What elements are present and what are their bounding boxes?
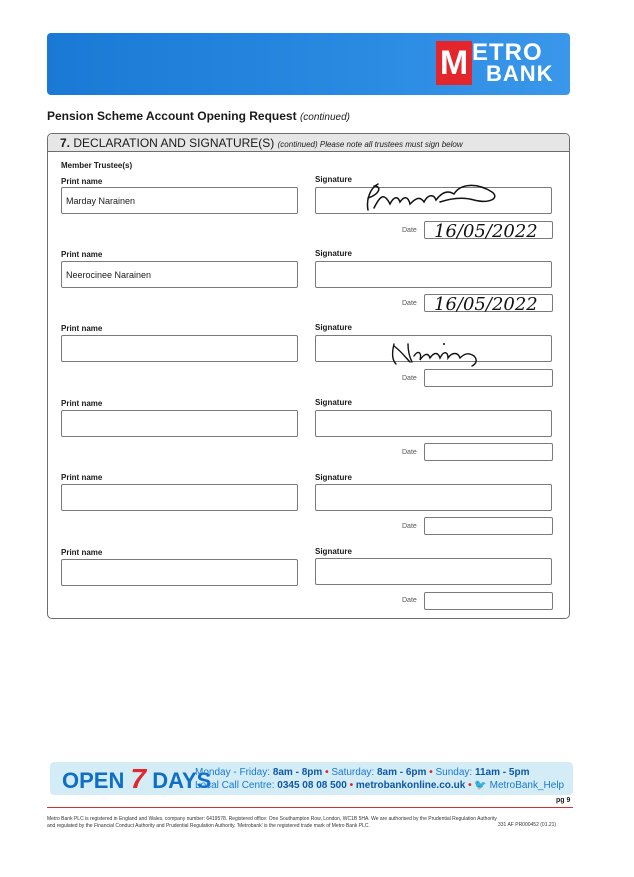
signature-label: Signature bbox=[315, 398, 352, 407]
website-link[interactable]: metrobankonline.co.uk bbox=[355, 780, 466, 791]
date-label: Date bbox=[402, 523, 417, 530]
twitter-icon: 🐦 bbox=[474, 780, 487, 791]
opening-hours-banner bbox=[50, 762, 573, 795]
date-label: Date bbox=[402, 449, 417, 456]
date-field-3[interactable] bbox=[424, 369, 553, 387]
section-title: DECLARATION AND SIGNATURE(S) bbox=[73, 136, 275, 150]
call-centre-label: Local Call Centre: bbox=[195, 780, 275, 791]
date-field-2[interactable] bbox=[424, 294, 553, 312]
print-name-field-2[interactable]: Neerocinee Narainen bbox=[61, 261, 298, 288]
open-word: OPEN bbox=[62, 768, 125, 793]
seven-digit: 7 bbox=[130, 763, 147, 794]
date-text-2: 16/05/2022 bbox=[434, 294, 538, 315]
print-name-field-6[interactable] bbox=[61, 559, 298, 586]
print-name-label: Print name bbox=[61, 324, 103, 333]
date-text-1: 16/05/2022 bbox=[434, 221, 538, 242]
print-name-field-1[interactable]: Marday Narainen bbox=[61, 187, 298, 214]
print-name-field-5[interactable] bbox=[61, 484, 298, 511]
days-word: DAYS bbox=[152, 768, 212, 793]
signature-field-5[interactable] bbox=[315, 484, 552, 511]
signature-field-3[interactable] bbox=[315, 335, 552, 362]
opening-hours-line: Monday - Friday: 8am - 8pm • Saturday: 8am - 6pm • Sunday: 11am - 5pm bbox=[195, 767, 530, 778]
open-7-days-logo bbox=[62, 763, 211, 795]
signature-field-6[interactable] bbox=[315, 558, 552, 585]
section-header bbox=[48, 134, 569, 152]
saturday-hours: 8am - 6pm bbox=[376, 767, 427, 778]
weekday-label: Monday - Friday: bbox=[195, 767, 271, 778]
header-banner bbox=[47, 33, 570, 95]
print-name-label: Print name bbox=[61, 473, 103, 482]
call-centre-number: 0345 08 08 500 bbox=[277, 780, 347, 791]
date-field-4[interactable] bbox=[424, 443, 553, 461]
twitter-handle[interactable]: MetroBank_Help bbox=[489, 780, 565, 791]
signature-label: Signature bbox=[315, 323, 352, 332]
signature-field-2[interactable] bbox=[315, 261, 552, 288]
signature-field-1[interactable] bbox=[315, 187, 552, 214]
date-field-6[interactable] bbox=[424, 592, 553, 610]
logo-word-bank: BANK bbox=[486, 61, 554, 86]
signature-label: Signature bbox=[315, 175, 352, 184]
date-label: Date bbox=[402, 597, 417, 604]
sunday-hours: 11am - 5pm bbox=[474, 767, 530, 778]
page-number: pg 9 bbox=[556, 797, 571, 804]
contact-line: Local Call Centre: 0345 08 08 500 • metrobankonline.co.uk • 🐦 MetroBank_Help bbox=[195, 780, 565, 791]
print-name-label: Print name bbox=[61, 399, 103, 408]
form-reference: 331 AF PR000452 (01.21) bbox=[498, 822, 557, 828]
document-title-suffix: (continued) bbox=[299, 112, 350, 123]
signature-field-4[interactable] bbox=[315, 410, 552, 437]
logo-word-etro: ETRO bbox=[472, 39, 543, 66]
date-label: Date bbox=[402, 227, 417, 234]
date-field-5[interactable] bbox=[424, 517, 553, 535]
date-label: Date bbox=[402, 375, 417, 382]
metro-bank-logo bbox=[436, 39, 556, 89]
signature-label: Signature bbox=[315, 249, 352, 258]
section-subtitle: (continued) Please note all trustees must sign below bbox=[277, 140, 463, 149]
signature-label: Signature bbox=[315, 473, 352, 482]
footer-divider bbox=[47, 807, 573, 808]
date-field-1[interactable] bbox=[424, 221, 553, 239]
saturday-label: Saturday: bbox=[331, 767, 375, 778]
print-name-field-3[interactable] bbox=[61, 335, 298, 362]
logo-m-mark: M bbox=[436, 41, 472, 85]
print-name-label: Print name bbox=[61, 177, 103, 186]
print-name-field-4[interactable] bbox=[61, 410, 298, 437]
sunday-label: Sunday: bbox=[435, 767, 473, 778]
document-title bbox=[47, 109, 350, 123]
member-trustees-label: Member Trustee(s) bbox=[61, 161, 133, 170]
document-title-text: Pension Scheme Account Opening Request bbox=[47, 109, 297, 123]
print-name-label: Print name bbox=[61, 250, 103, 259]
print-name-label: Print name bbox=[61, 548, 103, 557]
signature-label: Signature bbox=[315, 547, 352, 556]
section-number: 7. bbox=[60, 136, 71, 150]
legal-text: Metro Bank PLC is registered in England and Wales, company number: 6419578. Registered office: One Southampton Row, London, WC1B 5HA. We are authorised by the Prudential Regulation Authority and regulated by the Financial Conduct Authority and Prudential Regulation Authority. 'Metrobank' is the registered trade mark of Metro Bank PLC. bbox=[47, 816, 497, 829]
weekday-hours: 8am - 8pm bbox=[272, 767, 323, 778]
date-label: Date bbox=[402, 300, 417, 307]
